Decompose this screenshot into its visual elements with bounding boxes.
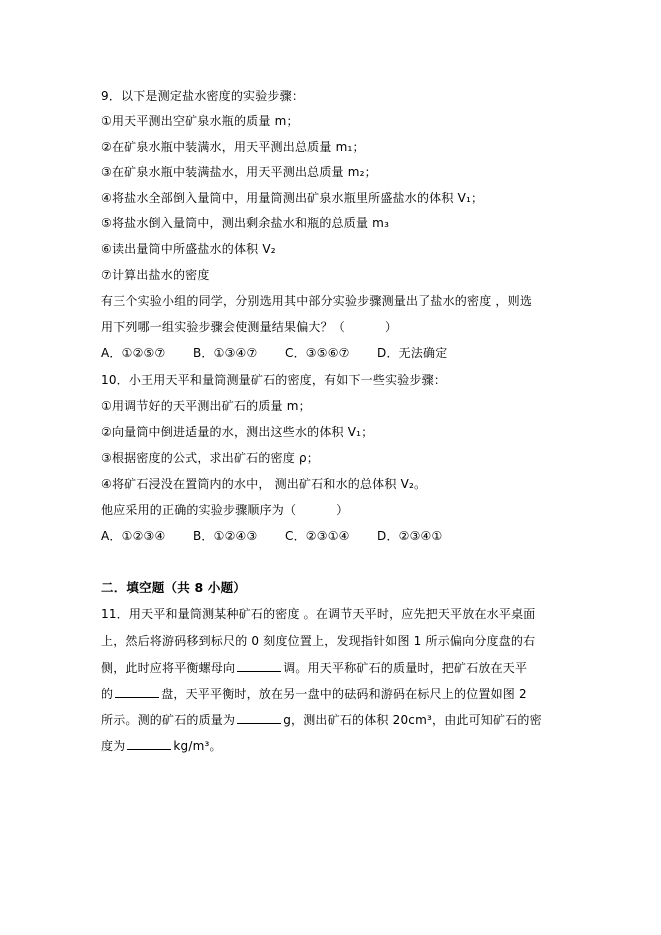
q11-line-5: [101, 711, 542, 728]
q9-option-d: D．无法确定: [377, 346, 448, 360]
q9-question-line-2: [101, 319, 397, 335]
q9-option-b: B．①③④⑦: [193, 346, 258, 360]
q11-line-6-text-a: 度为: [101, 739, 126, 753]
q9-step-3: ③在矿泉水瓶中装满盐水，用天平测出总质量 m₂；: [101, 165, 377, 179]
q10-options: [101, 528, 442, 544]
q11-blank-1[interactable]: [237, 659, 281, 672]
section-2-heading: 二．填空题（共 8 小题）: [101, 580, 247, 595]
q11-line-5-text-b: g，测出矿石的体积 20cm³，由此可知矿石的密: [283, 713, 542, 727]
q9-step-2: ②在矿泉水瓶中装满水，用天平测出总质量 m₁；: [101, 140, 365, 154]
q11-blank-2[interactable]: [115, 685, 159, 698]
q10-question-text: 他应采用的正确的实验步骤顺序为（: [101, 503, 297, 517]
q9-step-5: ⑤将盐水倒入量筒中，测出剩余盐水和瓶的总质量 m₃: [101, 216, 390, 230]
q9-step-7: ⑦计算出盐水的密度: [101, 268, 210, 282]
q9-question-close: ）: [385, 320, 398, 334]
q9-option-a: A．①②⑤⑦: [101, 346, 166, 360]
q9-option-c: C．③⑤⑥⑦: [285, 346, 350, 360]
q11-blank-4[interactable]: [127, 737, 171, 750]
q10-stem: 10．小王用天平和量筒测量矿石的密度，有如下一些实验步骤：: [101, 373, 447, 387]
q11-line-3-text-a: 侧，此时应将平衡螺母向: [101, 661, 236, 675]
q10-option-c: C．②③①④: [285, 529, 350, 543]
q10-question-close: ）: [336, 503, 349, 517]
q11-line-4: [101, 685, 527, 702]
q9-step-4: ④将盐水全部倒入量筒中，用量筒测出矿泉水瓶里所盛盐水的体积 V₁；: [101, 191, 484, 205]
q11-line-3-text-b: 调。用天平称矿石的质量时，把矿石放在天平: [283, 661, 528, 675]
q11-line-5-text-a: 所示。测的矿石的质量为: [101, 713, 236, 727]
q11-line-6: [101, 737, 222, 754]
q10-step-3: ③根据密度的公式，求出矿石的密度 ρ；: [101, 451, 319, 465]
q10-step-1: ①用调节好的天平测出矿石的质量 m；: [101, 399, 311, 413]
q9-step-6: ⑥读出量筒中所盛盐水的体积 V₂: [101, 242, 276, 256]
q9-step-1: ①用天平测出空矿泉水瓶的质量 m；: [101, 114, 299, 128]
q10-option-a: A．①②③④: [101, 529, 166, 543]
q11-line-4-text-a: 的: [101, 687, 114, 701]
q9-options: [101, 345, 447, 361]
q10-option-d: D．②③④①: [377, 529, 443, 543]
q9-question-line-1: 有三个实验小组的同学，分别选用其中部分实验步骤测量出了盐水的密度 ，则选: [101, 294, 533, 308]
q11-line-6-text-b: kg/m³。: [173, 739, 222, 753]
q11-line-2: 上，然后将游码移到标尺的 0 刻度位置上，发现指针如图 1 所示偏向分度盘的右: [101, 634, 536, 648]
q11-line-1: 11．用天平和量筒测某种矿石的密度 。在调节天平时，应先把天平放在水平桌面: [101, 607, 536, 621]
q11-line-3: [101, 659, 527, 676]
q10-question: [101, 502, 348, 518]
q10-step-2: ②向量筒中倒进适量的水，测出这些水的体积 V₁；: [101, 425, 374, 439]
q9-question-text: 用下列哪一组实验步骤会使测量结果偏大？（: [101, 320, 346, 334]
q10-option-b: B．①②④③: [193, 529, 258, 543]
q10-step-4: ④将矿石浸没在置筒内的水中， 测出矿石和水的总体积 V₂。: [101, 477, 427, 491]
q11-line-4-text-b: 盘，天平平衡时，放在另一盘中的砝码和游码在标尺上的位置如图 2: [161, 687, 527, 701]
q9-stem: 9．以下是测定盐水密度的实验步骤：: [101, 89, 305, 103]
q11-blank-3[interactable]: [237, 711, 281, 724]
